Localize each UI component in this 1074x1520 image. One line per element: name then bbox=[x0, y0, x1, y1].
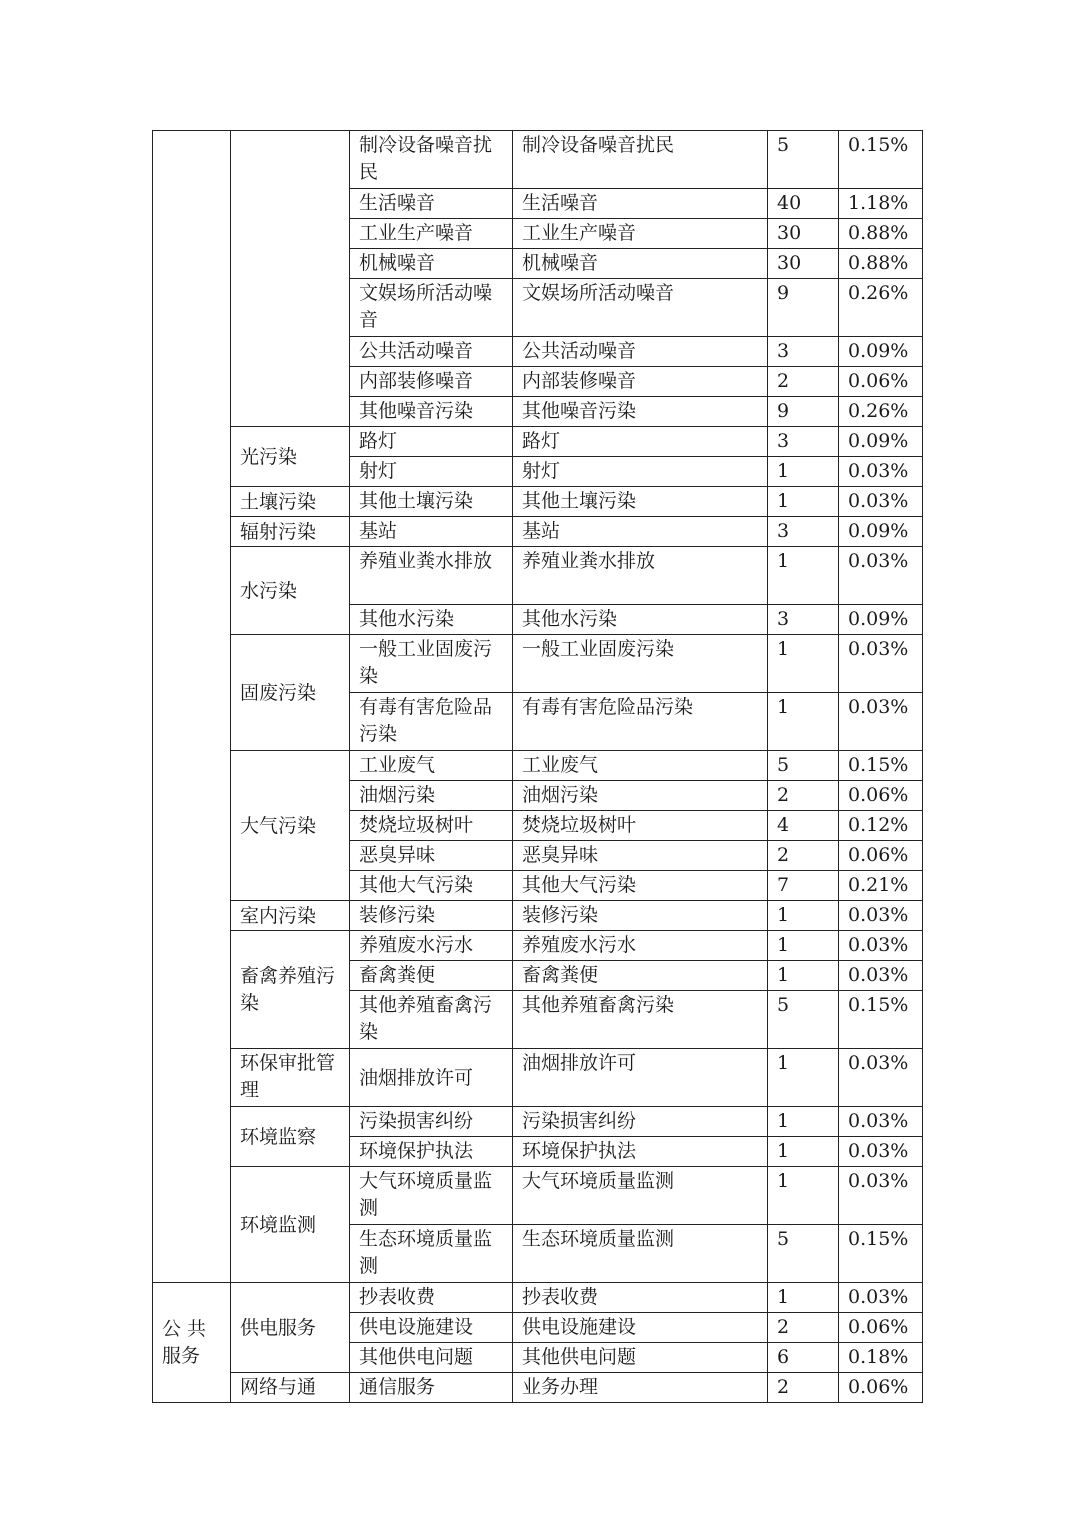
item-cell: 其他供电问题 bbox=[513, 1343, 768, 1373]
count-cell: 4 bbox=[768, 811, 839, 841]
count-cell: 9 bbox=[768, 397, 839, 427]
item-cell: 路灯 bbox=[513, 427, 768, 457]
percent-cell: 0.18% bbox=[839, 1343, 923, 1373]
table-row bbox=[153, 1373, 923, 1403]
category-cell: 环境监测 bbox=[231, 1167, 350, 1283]
category-cell: 环保审批管理 bbox=[231, 1049, 350, 1107]
count-cell: 3 bbox=[768, 337, 839, 367]
percent-cell: 0.03% bbox=[839, 635, 923, 693]
subcategory-cell: 文娱场所活动噪音 bbox=[350, 279, 513, 337]
count-cell: 1 bbox=[768, 693, 839, 751]
percent-cell: 0.06% bbox=[839, 367, 923, 397]
subcategory-cell: 有毒有害危险品污染 bbox=[350, 693, 513, 751]
item-cell: 环境保护执法 bbox=[513, 1137, 768, 1167]
subcategory-cell: 养殖废水污水 bbox=[350, 931, 513, 961]
percent-cell: 0.03% bbox=[839, 961, 923, 991]
percent-cell: 0.03% bbox=[839, 931, 923, 961]
count-cell: 3 bbox=[768, 427, 839, 457]
percent-cell: 1.18% bbox=[839, 189, 923, 219]
item-cell: 有毒有害危险品污染 bbox=[513, 693, 768, 751]
count-cell: 3 bbox=[768, 605, 839, 635]
table-row bbox=[153, 1167, 923, 1225]
subcategory-cell: 射灯 bbox=[350, 457, 513, 487]
category-cell: 水污染 bbox=[231, 547, 350, 635]
subcategory-cell: 一般工业固废污染 bbox=[350, 635, 513, 693]
item-cell: 油烟污染 bbox=[513, 781, 768, 811]
count-cell: 1 bbox=[768, 1049, 839, 1107]
statistics-table bbox=[152, 130, 923, 1403]
percent-cell: 0.15% bbox=[839, 131, 923, 189]
count-cell: 7 bbox=[768, 871, 839, 901]
count-cell: 30 bbox=[768, 219, 839, 249]
table-row bbox=[153, 1107, 923, 1137]
item-cell: 基站 bbox=[513, 517, 768, 547]
top-category-cell bbox=[153, 131, 231, 1283]
item-cell: 一般工业固废污染 bbox=[513, 635, 768, 693]
item-cell: 制冷设备噪音扰民 bbox=[513, 131, 768, 189]
category-cell: 环境监察 bbox=[231, 1107, 350, 1167]
item-cell: 焚烧垃圾树叶 bbox=[513, 811, 768, 841]
category-cell: 土壤污染 bbox=[231, 487, 350, 517]
count-cell: 2 bbox=[768, 781, 839, 811]
percent-cell: 0.03% bbox=[839, 547, 923, 605]
subcategory-cell: 环境保护执法 bbox=[350, 1137, 513, 1167]
table-row bbox=[153, 901, 923, 931]
subcategory-cell: 恶臭异味 bbox=[350, 841, 513, 871]
subcategory-cell: 工业生产噪音 bbox=[350, 219, 513, 249]
subcategory-cell: 养殖业粪水排放 bbox=[350, 547, 513, 605]
item-cell: 文娱场所活动噪音 bbox=[513, 279, 768, 337]
category-cell: 大气污染 bbox=[231, 751, 350, 901]
count-cell: 1 bbox=[768, 931, 839, 961]
item-cell: 机械噪音 bbox=[513, 249, 768, 279]
subcategory-cell: 供电设施建设 bbox=[350, 1313, 513, 1343]
count-cell: 3 bbox=[768, 517, 839, 547]
category-cell: 光污染 bbox=[231, 427, 350, 487]
item-cell: 养殖业粪水排放 bbox=[513, 547, 768, 605]
subcategory-cell: 其他土壤污染 bbox=[350, 487, 513, 517]
subcategory-cell: 抄表收费 bbox=[350, 1283, 513, 1313]
percent-cell: 0.26% bbox=[839, 397, 923, 427]
count-cell: 9 bbox=[768, 279, 839, 337]
percent-cell: 0.15% bbox=[839, 991, 923, 1049]
category-cell bbox=[231, 131, 350, 427]
percent-cell: 0.15% bbox=[839, 1225, 923, 1283]
percent-cell: 0.12% bbox=[839, 811, 923, 841]
item-cell: 恶臭异味 bbox=[513, 841, 768, 871]
percent-cell: 0.06% bbox=[839, 781, 923, 811]
percent-cell: 0.03% bbox=[839, 1137, 923, 1167]
count-cell: 1 bbox=[768, 1167, 839, 1225]
percent-cell: 0.03% bbox=[839, 1283, 923, 1313]
item-cell: 大气环境质量监测 bbox=[513, 1167, 768, 1225]
count-cell: 5 bbox=[768, 1225, 839, 1283]
count-cell: 1 bbox=[768, 457, 839, 487]
percent-cell: 0.06% bbox=[839, 1313, 923, 1343]
category-cell: 供电服务 bbox=[231, 1283, 350, 1373]
item-cell: 公共活动噪音 bbox=[513, 337, 768, 367]
item-cell: 污染损害纠纷 bbox=[513, 1107, 768, 1137]
subcategory-cell: 生活噪音 bbox=[350, 189, 513, 219]
subcategory-cell: 油烟污染 bbox=[350, 781, 513, 811]
subcategory-cell: 生态环境质量监测 bbox=[350, 1225, 513, 1283]
category-cell: 畜禽养殖污染 bbox=[231, 931, 350, 1049]
item-cell: 抄表收费 bbox=[513, 1283, 768, 1313]
subcategory-cell: 制冷设备噪音扰民 bbox=[350, 131, 513, 189]
percent-cell: 0.03% bbox=[839, 1107, 923, 1137]
count-cell: 2 bbox=[768, 841, 839, 871]
percent-cell: 0.26% bbox=[839, 279, 923, 337]
percent-cell: 0.09% bbox=[839, 605, 923, 635]
table-row bbox=[153, 487, 923, 517]
item-cell: 生态环境质量监测 bbox=[513, 1225, 768, 1283]
percent-cell: 0.06% bbox=[839, 841, 923, 871]
count-cell: 1 bbox=[768, 961, 839, 991]
count-cell: 5 bbox=[768, 991, 839, 1049]
subcategory-cell: 畜禽粪便 bbox=[350, 961, 513, 991]
count-cell: 5 bbox=[768, 131, 839, 189]
count-cell: 6 bbox=[768, 1343, 839, 1373]
percent-cell: 0.09% bbox=[839, 337, 923, 367]
table-row bbox=[153, 1283, 923, 1313]
item-cell: 其他大气污染 bbox=[513, 871, 768, 901]
subcategory-cell: 其他大气污染 bbox=[350, 871, 513, 901]
table-row bbox=[153, 931, 923, 961]
count-cell: 1 bbox=[768, 901, 839, 931]
percent-cell: 0.09% bbox=[839, 517, 923, 547]
percent-cell: 0.03% bbox=[839, 1167, 923, 1225]
count-cell: 2 bbox=[768, 367, 839, 397]
count-cell: 30 bbox=[768, 249, 839, 279]
count-cell: 1 bbox=[768, 1107, 839, 1137]
subcategory-cell: 机械噪音 bbox=[350, 249, 513, 279]
percent-cell: 0.06% bbox=[839, 1373, 923, 1403]
subcategory-cell: 其他供电问题 bbox=[350, 1343, 513, 1373]
category-cell: 网络与通 bbox=[231, 1373, 350, 1403]
subcategory-cell: 大气环境质量监测 bbox=[350, 1167, 513, 1225]
table-row bbox=[153, 751, 923, 781]
percent-cell: 0.03% bbox=[839, 1049, 923, 1107]
subcategory-cell: 焚烧垃圾树叶 bbox=[350, 811, 513, 841]
count-cell: 1 bbox=[768, 1137, 839, 1167]
subcategory-cell: 公共活动噪音 bbox=[350, 337, 513, 367]
item-cell: 工业生产噪音 bbox=[513, 219, 768, 249]
table-row bbox=[153, 547, 923, 605]
item-cell: 油烟排放许可 bbox=[513, 1049, 768, 1107]
subcategory-cell: 污染损害纠纷 bbox=[350, 1107, 513, 1137]
item-cell: 生活噪音 bbox=[513, 189, 768, 219]
percent-cell: 0.15% bbox=[839, 751, 923, 781]
item-cell: 工业废气 bbox=[513, 751, 768, 781]
subcategory-cell: 其他噪音污染 bbox=[350, 397, 513, 427]
item-cell: 装修污染 bbox=[513, 901, 768, 931]
item-cell: 其他土壤污染 bbox=[513, 487, 768, 517]
table-row bbox=[153, 517, 923, 547]
top-category-cell: 公 共 服务 bbox=[153, 1283, 231, 1403]
subcategory-cell: 内部装修噪音 bbox=[350, 367, 513, 397]
percent-cell: 0.88% bbox=[839, 219, 923, 249]
percent-cell: 0.09% bbox=[839, 427, 923, 457]
item-cell: 射灯 bbox=[513, 457, 768, 487]
item-cell: 其他水污染 bbox=[513, 605, 768, 635]
subcategory-cell: 其他养殖畜禽污染 bbox=[350, 991, 513, 1049]
percent-cell: 0.88% bbox=[839, 249, 923, 279]
item-cell: 业务办理 bbox=[513, 1373, 768, 1403]
count-cell: 1 bbox=[768, 635, 839, 693]
count-cell: 1 bbox=[768, 487, 839, 517]
count-cell: 2 bbox=[768, 1373, 839, 1403]
percent-cell: 0.03% bbox=[839, 693, 923, 751]
percent-cell: 0.03% bbox=[839, 457, 923, 487]
count-cell: 40 bbox=[768, 189, 839, 219]
subcategory-cell: 油烟排放许可 bbox=[350, 1049, 513, 1107]
count-cell: 5 bbox=[768, 751, 839, 781]
item-cell: 其他养殖畜禽污染 bbox=[513, 991, 768, 1049]
table-row bbox=[153, 635, 923, 693]
subcategory-cell: 工业废气 bbox=[350, 751, 513, 781]
subcategory-cell: 路灯 bbox=[350, 427, 513, 457]
category-cell: 固废污染 bbox=[231, 635, 350, 751]
item-cell: 养殖废水污水 bbox=[513, 931, 768, 961]
item-cell: 其他噪音污染 bbox=[513, 397, 768, 427]
count-cell: 1 bbox=[768, 1283, 839, 1313]
category-cell: 室内污染 bbox=[231, 901, 350, 931]
subcategory-cell: 装修污染 bbox=[350, 901, 513, 931]
item-cell: 供电设施建设 bbox=[513, 1313, 768, 1343]
subcategory-cell: 其他水污染 bbox=[350, 605, 513, 635]
item-cell: 畜禽粪便 bbox=[513, 961, 768, 991]
percent-cell: 0.03% bbox=[839, 487, 923, 517]
category-cell: 辐射污染 bbox=[231, 517, 350, 547]
percent-cell: 0.03% bbox=[839, 901, 923, 931]
subcategory-cell: 通信服务 bbox=[350, 1373, 513, 1403]
count-cell: 1 bbox=[768, 547, 839, 605]
subcategory-cell: 基站 bbox=[350, 517, 513, 547]
table-row bbox=[153, 1049, 923, 1107]
count-cell: 2 bbox=[768, 1313, 839, 1343]
table-row bbox=[153, 131, 923, 189]
percent-cell: 0.21% bbox=[839, 871, 923, 901]
item-cell: 内部装修噪音 bbox=[513, 367, 768, 397]
table-row bbox=[153, 427, 923, 457]
